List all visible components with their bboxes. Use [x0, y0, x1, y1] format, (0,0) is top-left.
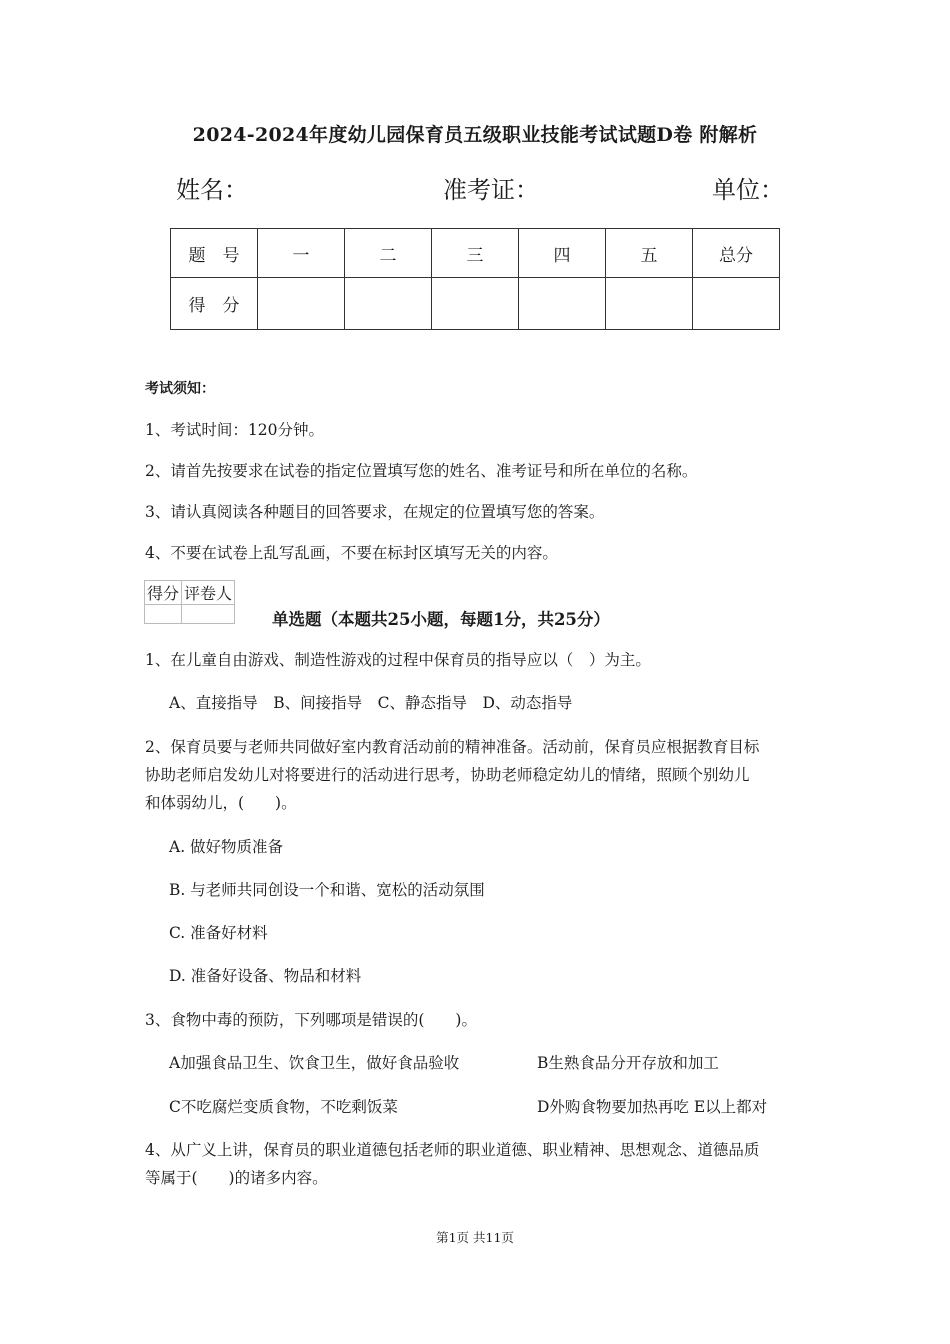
grader-box — [144, 580, 235, 624]
score-cell: 一 — [258, 229, 345, 278]
score-cell: 二 — [345, 229, 432, 278]
notice-item: 3、请认真阅读各种题目的回答要求，在规定的位置填写您的答案。 — [145, 503, 605, 521]
question-1-options: A、直接指导 B、间接指导 C、静态指导 D、动态指导 — [169, 694, 573, 712]
question-3-option-a: A加强食品卫生、饮食卫生，做好食品验收 — [169, 1054, 460, 1072]
document-title: 2024-2024年度幼儿园保育员五级职业技能考试试题D卷 附解析 — [192, 124, 758, 146]
score-cell: 总分 — [693, 229, 780, 278]
grader-score-label: 得分 — [145, 581, 182, 605]
notice-heading: 考试须知： — [145, 381, 215, 397]
question-3-option-d: D外购食物要加热再吃 E以上都对 — [537, 1098, 768, 1116]
question-2-option: C. 准备好材料 — [169, 924, 268, 942]
question-4-stem-line: 等属于( )的诸多内容。 — [145, 1169, 328, 1187]
score-input-cell[interactable] — [345, 278, 432, 330]
unit-label: 单位： — [712, 176, 784, 204]
score-cell: 四 — [519, 229, 606, 278]
grader-name-cell[interactable] — [182, 605, 235, 624]
exam-id-label: 准考证： — [443, 176, 539, 204]
question-2-stem-line: 协助老师启发幼儿对将要进行的活动进行思考，协助老师稳定幼儿的情绪，照顾个别幼儿 — [145, 766, 750, 784]
score-input-cell[interactable] — [606, 278, 693, 330]
score-table — [170, 228, 780, 330]
score-cell: 题 号 — [171, 229, 258, 278]
question-4-stem-line: 4、从广义上讲，保育员的职业道德包括老师的职业道德、职业精神、思想观念、道德品质 — [145, 1141, 760, 1159]
score-input-cell[interactable] — [258, 278, 345, 330]
score-table-score-row — [171, 278, 780, 330]
page-footer: 第1页 共11页 — [436, 1230, 514, 1245]
score-input-cell[interactable] — [693, 278, 780, 330]
question-3-stem: 3、食物中毒的预防，下列哪项是错误的( )。 — [145, 1011, 477, 1029]
question-2-option: A. 做好物质准备 — [169, 838, 284, 856]
score-row-label: 得 分 — [171, 278, 258, 330]
question-1-stem: 1、在儿童自由游戏、制造性游戏的过程中保育员的指导应以（ ）为主。 — [145, 651, 651, 669]
notice-item: 2、请首先按要求在试卷的指定位置填写您的姓名、准考证号和所在单位的名称。 — [145, 462, 698, 480]
section-title: 单选题（本题共25小题，每题1分，共25分） — [272, 610, 610, 629]
question-3-option-b: B生熟食品分开存放和加工 — [537, 1054, 719, 1072]
score-input-cell[interactable] — [519, 278, 606, 330]
question-3-option-c: C不吃腐烂变质食物，不吃剩饭菜 — [169, 1098, 398, 1116]
score-input-cell[interactable] — [432, 278, 519, 330]
question-2-option: B. 与老师共同创设一个和谐、宽松的活动氛围 — [169, 881, 485, 899]
notice-item: 4、不要在试卷上乱写乱画，不要在标封区填写无关的内容。 — [145, 544, 558, 562]
name-label: 姓名： — [176, 176, 248, 204]
grader-name-label: 评卷人 — [182, 581, 235, 605]
score-cell: 三 — [432, 229, 519, 278]
question-2-stem-line: 2、保育员要与老师共同做好室内教育活动前的精神准备。活动前，保育员应根据教育目标 — [145, 738, 760, 756]
question-2-stem-line: 和体弱幼儿，( )。 — [145, 794, 297, 812]
grader-score-cell[interactable] — [145, 605, 182, 624]
notice-item: 1、考试时间：120分钟。 — [145, 421, 324, 439]
question-2-option: D. 准备好设备、物品和材料 — [169, 967, 362, 985]
score-cell: 五 — [606, 229, 693, 278]
score-table-header-row — [171, 229, 780, 278]
